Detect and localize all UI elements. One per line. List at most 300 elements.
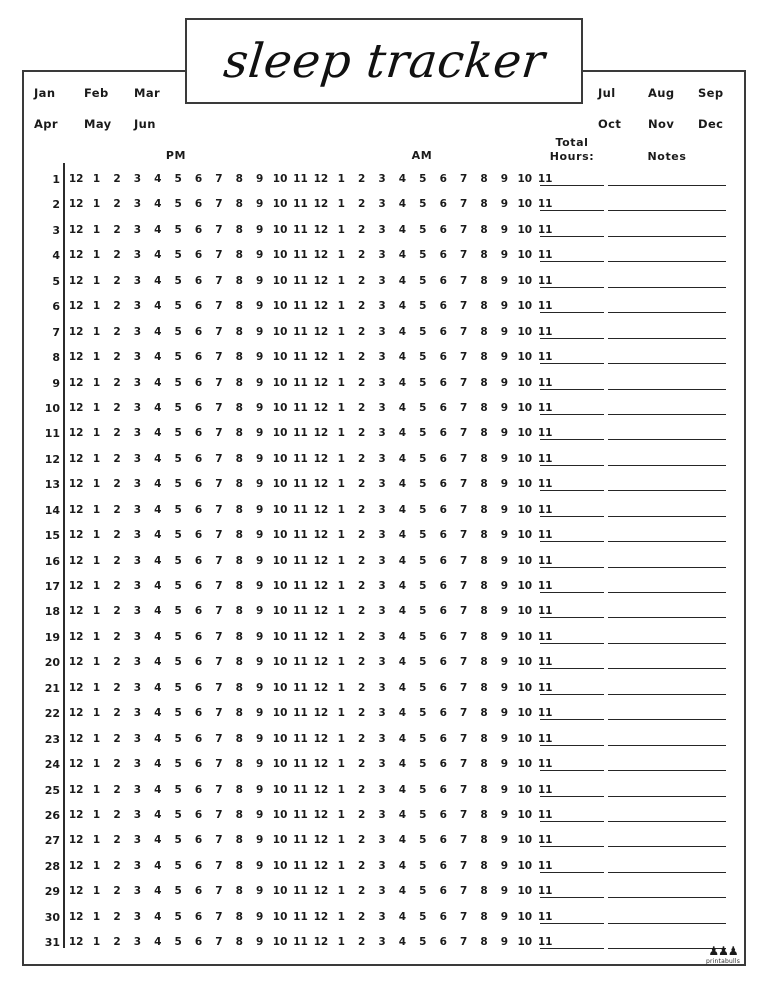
hour-cell-am-11[interactable]: 11: [537, 376, 553, 389]
hour-cell-pm-10[interactable]: 10: [272, 630, 288, 643]
hour-cell-am-6[interactable]: 6: [439, 605, 447, 618]
hour-cell-pm-3[interactable]: 3: [133, 529, 142, 542]
hour-cell-pm-8[interactable]: 8: [235, 529, 243, 542]
hour-cell-pm-4[interactable]: 4: [154, 223, 162, 236]
hour-cell-am-12[interactable]: 12: [313, 274, 329, 287]
hour-cell-pm-7[interactable]: 7: [215, 401, 223, 414]
hour-cell-pm-9[interactable]: 9: [256, 554, 264, 567]
hour-cell-pm-9[interactable]: 9: [256, 808, 264, 821]
hour-cell-am-7[interactable]: 7: [459, 859, 468, 872]
hour-cell-am-2[interactable]: 2: [358, 732, 366, 745]
hour-cell-pm-5[interactable]: 5: [174, 834, 182, 847]
hour-cell-am-11[interactable]: 11: [537, 605, 553, 618]
hour-cell-am-9[interactable]: 9: [500, 325, 509, 338]
hour-cell-pm-10[interactable]: 10: [272, 427, 288, 440]
hour-cell-pm-12[interactable]: 12: [68, 910, 84, 923]
notes-input-line[interactable]: [608, 210, 726, 211]
hour-cell-pm-12[interactable]: 12: [68, 274, 84, 287]
hour-cell-am-5[interactable]: 5: [419, 198, 427, 211]
hour-cell-am-8[interactable]: 8: [480, 249, 488, 262]
hour-cell-am-6[interactable]: 6: [439, 223, 447, 236]
hour-cell-am-10[interactable]: 10: [517, 580, 533, 592]
hour-cell-pm-5[interactable]: 5: [174, 173, 182, 185]
hour-cell-pm-7[interactable]: 7: [215, 580, 223, 592]
hour-cell-am-5[interactable]: 5: [419, 249, 427, 262]
hour-cell-pm-12[interactable]: 12: [68, 656, 84, 669]
hour-cell-pm-11[interactable]: 11: [293, 656, 308, 669]
hour-cell-pm-8[interactable]: 8: [235, 249, 243, 262]
hour-cell-am-4[interactable]: 4: [398, 936, 407, 949]
hour-cell-pm-6[interactable]: 6: [194, 707, 203, 720]
hour-cell-am-3[interactable]: 3: [378, 376, 386, 389]
hour-cell-am-5[interactable]: 5: [419, 173, 427, 185]
hour-cell-am-9[interactable]: 9: [500, 834, 509, 847]
hour-cell-am-8[interactable]: 8: [480, 427, 488, 440]
hour-cell-pm-12[interactable]: 12: [68, 834, 84, 847]
hour-cell-pm-4[interactable]: 4: [154, 427, 162, 440]
hour-cell-am-10[interactable]: 10: [517, 605, 533, 618]
hour-cell-am-8[interactable]: 8: [480, 783, 488, 796]
hour-cell-am-8[interactable]: 8: [480, 707, 488, 720]
hour-cell-pm-9[interactable]: 9: [256, 452, 264, 465]
hour-cell-am-9[interactable]: 9: [500, 732, 509, 745]
hour-cell-am-5[interactable]: 5: [419, 758, 427, 771]
hour-cell-pm-12[interactable]: 12: [68, 427, 84, 440]
hour-cell-pm-10[interactable]: 10: [272, 656, 288, 669]
hour-cell-am-12[interactable]: 12: [313, 300, 329, 313]
hour-cell-am-8[interactable]: 8: [480, 605, 488, 618]
hour-cell-am-9[interactable]: 9: [500, 707, 509, 720]
hour-cell-am-11[interactable]: 11: [537, 274, 553, 287]
hour-cell-pm-5[interactable]: 5: [174, 249, 182, 262]
notes-input-line[interactable]: [608, 414, 726, 415]
hour-cell-am-10[interactable]: 10: [517, 274, 533, 287]
hour-cell-pm-7[interactable]: 7: [215, 808, 223, 821]
hour-cell-pm-9[interactable]: 9: [256, 707, 264, 720]
total-hours-input-line[interactable]: [540, 185, 604, 186]
total-hours-input-line[interactable]: [540, 236, 604, 237]
hour-cell-am-7[interactable]: 7: [459, 910, 468, 923]
hour-cell-pm-3[interactable]: 3: [133, 707, 142, 720]
hour-cell-pm-11[interactable]: 11: [293, 300, 308, 313]
hour-cell-pm-7[interactable]: 7: [215, 605, 223, 618]
hour-cell-am-11[interactable]: 11: [537, 300, 553, 313]
hour-cell-pm-9[interactable]: 9: [256, 223, 264, 236]
hour-cell-pm-10[interactable]: 10: [272, 173, 288, 185]
hour-cell-am-12[interactable]: 12: [313, 758, 329, 771]
hour-cell-am-5[interactable]: 5: [419, 834, 427, 847]
hour-cell-pm-4[interactable]: 4: [154, 580, 162, 592]
hour-cell-pm-10[interactable]: 10: [272, 274, 288, 287]
hour-cell-am-12[interactable]: 12: [313, 223, 329, 236]
notes-input-line[interactable]: [608, 312, 726, 313]
hour-cell-pm-2[interactable]: 2: [113, 325, 121, 338]
hour-cell-am-11[interactable]: 11: [537, 732, 553, 745]
hour-cell-pm-7[interactable]: 7: [215, 427, 223, 440]
hour-cell-am-10[interactable]: 10: [517, 452, 533, 465]
hour-cell-pm-4[interactable]: 4: [154, 529, 162, 542]
hour-cell-pm-6[interactable]: 6: [194, 834, 203, 847]
hour-cell-am-3[interactable]: 3: [378, 300, 386, 313]
hour-cell-am-10[interactable]: 10: [517, 351, 533, 364]
hour-cell-pm-2[interactable]: 2: [113, 732, 121, 745]
hour-cell-am-4[interactable]: 4: [398, 758, 407, 771]
notes-input-line[interactable]: [608, 541, 726, 542]
hour-cell-pm-2[interactable]: 2: [113, 605, 121, 618]
hour-cell-pm-7[interactable]: 7: [215, 198, 223, 211]
hour-cell-am-2[interactable]: 2: [358, 605, 366, 618]
hour-cell-pm-10[interactable]: 10: [272, 351, 288, 364]
hour-cell-pm-2[interactable]: 2: [113, 376, 121, 389]
hour-cell-pm-11[interactable]: 11: [293, 681, 308, 694]
hour-cell-pm-10[interactable]: 10: [272, 783, 288, 796]
total-hours-input-line[interactable]: [540, 617, 604, 618]
hour-cell-pm-3[interactable]: 3: [133, 910, 142, 923]
hour-cell-am-12[interactable]: 12: [313, 885, 329, 898]
hour-cell-pm-3[interactable]: 3: [133, 401, 142, 414]
hour-cell-pm-6[interactable]: 6: [194, 452, 203, 465]
hour-cell-am-7[interactable]: 7: [459, 732, 468, 745]
hour-cell-pm-8[interactable]: 8: [235, 300, 243, 313]
hour-cell-am-2[interactable]: 2: [358, 529, 366, 542]
hour-cell-pm-1[interactable]: 1: [92, 707, 101, 720]
hour-cell-am-5[interactable]: 5: [419, 707, 427, 720]
hour-cell-am-4[interactable]: 4: [398, 630, 407, 643]
hour-cell-am-1[interactable]: 1: [337, 783, 345, 796]
hour-cell-am-6[interactable]: 6: [439, 707, 447, 720]
hour-cell-am-3[interactable]: 3: [378, 274, 386, 287]
hour-cell-pm-1[interactable]: 1: [92, 325, 101, 338]
hour-cell-pm-1[interactable]: 1: [92, 554, 101, 567]
notes-input-line[interactable]: [608, 719, 726, 720]
hour-cell-pm-9[interactable]: 9: [256, 936, 264, 949]
total-hours-input-line[interactable]: [540, 872, 604, 873]
hour-cell-pm-8[interactable]: 8: [235, 605, 243, 618]
hour-cell-pm-9[interactable]: 9: [256, 325, 264, 338]
hour-cell-pm-1[interactable]: 1: [92, 630, 101, 643]
hour-cell-pm-11[interactable]: 11: [293, 630, 308, 643]
hour-cell-pm-4[interactable]: 4: [154, 707, 162, 720]
hour-cell-pm-4[interactable]: 4: [154, 936, 162, 949]
hour-cell-pm-8[interactable]: 8: [235, 452, 243, 465]
hour-cell-am-11[interactable]: 11: [537, 554, 553, 567]
hour-cell-pm-2[interactable]: 2: [113, 503, 121, 516]
total-hours-input-line[interactable]: [540, 567, 604, 568]
hour-cell-am-9[interactable]: 9: [500, 223, 509, 236]
hour-cell-pm-4[interactable]: 4: [154, 834, 162, 847]
hour-cell-pm-5[interactable]: 5: [174, 376, 182, 389]
hour-cell-pm-6[interactable]: 6: [194, 529, 203, 542]
hour-cell-pm-2[interactable]: 2: [113, 834, 121, 847]
hour-cell-am-10[interactable]: 10: [517, 401, 533, 414]
hour-cell-pm-12[interactable]: 12: [68, 401, 84, 414]
hour-cell-pm-5[interactable]: 5: [174, 936, 182, 949]
hour-cell-am-1[interactable]: 1: [337, 681, 345, 694]
hour-cell-am-6[interactable]: 6: [439, 249, 447, 262]
hour-cell-pm-2[interactable]: 2: [113, 529, 121, 542]
hour-cell-am-3[interactable]: 3: [378, 707, 386, 720]
hour-cell-pm-1[interactable]: 1: [92, 732, 101, 745]
hour-cell-am-5[interactable]: 5: [419, 554, 427, 567]
hour-cell-pm-10[interactable]: 10: [272, 401, 288, 414]
hour-cell-pm-2[interactable]: 2: [113, 223, 121, 236]
hour-cell-am-2[interactable]: 2: [358, 351, 366, 364]
hour-cell-pm-8[interactable]: 8: [235, 223, 243, 236]
hour-cell-am-3[interactable]: 3: [378, 732, 386, 745]
hour-cell-am-11[interactable]: 11: [537, 783, 553, 796]
hour-cell-pm-1[interactable]: 1: [92, 478, 101, 491]
hour-cell-am-10[interactable]: 10: [517, 783, 533, 796]
hour-cell-pm-10[interactable]: 10: [272, 249, 288, 262]
hour-cell-pm-11[interactable]: 11: [293, 529, 308, 542]
hour-cell-am-8[interactable]: 8: [480, 478, 488, 491]
hour-cell-am-9[interactable]: 9: [500, 503, 509, 516]
hour-cell-am-1[interactable]: 1: [337, 605, 345, 618]
hour-cell-pm-9[interactable]: 9: [256, 376, 264, 389]
hour-cell-am-7[interactable]: 7: [459, 427, 468, 440]
hour-cell-pm-3[interactable]: 3: [133, 580, 142, 592]
hour-cell-am-4[interactable]: 4: [398, 503, 407, 516]
hour-cell-am-11[interactable]: 11: [537, 656, 553, 669]
hour-cell-am-11[interactable]: 11: [537, 885, 553, 898]
hour-cell-pm-5[interactable]: 5: [174, 427, 182, 440]
hour-cell-pm-5[interactable]: 5: [174, 503, 182, 516]
hour-cell-am-12[interactable]: 12: [313, 249, 329, 262]
hour-cell-pm-9[interactable]: 9: [256, 758, 264, 771]
hour-cell-pm-11[interactable]: 11: [293, 605, 308, 618]
hour-cell-pm-4[interactable]: 4: [154, 503, 162, 516]
total-hours-input-line[interactable]: [540, 439, 604, 440]
hour-cell-pm-8[interactable]: 8: [235, 503, 243, 516]
notes-input-line[interactable]: [608, 287, 726, 288]
hour-cell-pm-7[interactable]: 7: [215, 834, 223, 847]
hour-cell-pm-6[interactable]: 6: [194, 427, 203, 440]
hour-cell-pm-3[interactable]: 3: [133, 300, 142, 313]
hour-cell-am-1[interactable]: 1: [337, 529, 345, 542]
total-hours-input-line[interactable]: [540, 694, 604, 695]
total-hours-input-line[interactable]: [540, 490, 604, 491]
hour-cell-am-1[interactable]: 1: [337, 656, 345, 669]
hour-cell-am-12[interactable]: 12: [313, 478, 329, 491]
hour-cell-am-5[interactable]: 5: [419, 936, 427, 949]
hour-cell-pm-9[interactable]: 9: [256, 910, 264, 923]
hour-cell-pm-6[interactable]: 6: [194, 681, 203, 694]
hour-cell-am-4[interactable]: 4: [398, 885, 407, 898]
hour-cell-am-5[interactable]: 5: [419, 859, 427, 872]
hour-cell-pm-6[interactable]: 6: [194, 885, 203, 898]
hour-cell-am-2[interactable]: 2: [358, 401, 366, 414]
total-hours-input-line[interactable]: [540, 287, 604, 288]
hour-cell-am-3[interactable]: 3: [378, 630, 386, 643]
hour-cell-am-8[interactable]: 8: [480, 834, 488, 847]
hour-cell-am-2[interactable]: 2: [358, 376, 366, 389]
hour-cell-pm-5[interactable]: 5: [174, 478, 182, 491]
notes-input-line[interactable]: [608, 363, 726, 364]
hour-cell-pm-1[interactable]: 1: [92, 885, 101, 898]
hour-cell-am-12[interactable]: 12: [313, 529, 329, 542]
hour-cell-pm-1[interactable]: 1: [92, 249, 101, 262]
hour-cell-pm-2[interactable]: 2: [113, 554, 121, 567]
notes-input-line[interactable]: [608, 846, 726, 847]
hour-cell-am-10[interactable]: 10: [517, 885, 533, 898]
hour-cell-pm-8[interactable]: 8: [235, 656, 243, 669]
hour-cell-am-11[interactable]: 11: [537, 452, 553, 465]
hour-cell-am-4[interactable]: 4: [398, 783, 407, 796]
hour-cell-pm-2[interactable]: 2: [113, 910, 121, 923]
hour-cell-am-1[interactable]: 1: [337, 274, 345, 287]
hour-cell-pm-3[interactable]: 3: [133, 274, 142, 287]
hour-cell-pm-9[interactable]: 9: [256, 605, 264, 618]
hour-cell-am-3[interactable]: 3: [378, 173, 386, 185]
hour-cell-pm-2[interactable]: 2: [113, 783, 121, 796]
hour-cell-am-2[interactable]: 2: [358, 325, 366, 338]
hour-cell-am-1[interactable]: 1: [337, 630, 345, 643]
hour-cell-am-8[interactable]: 8: [480, 758, 488, 771]
hour-cell-pm-4[interactable]: 4: [154, 630, 162, 643]
hour-cell-pm-11[interactable]: 11: [293, 351, 308, 364]
hour-cell-am-4[interactable]: 4: [398, 376, 407, 389]
hour-cell-am-2[interactable]: 2: [358, 554, 366, 567]
hour-cell-pm-8[interactable]: 8: [235, 325, 243, 338]
hour-cell-am-9[interactable]: 9: [500, 681, 509, 694]
hour-cell-pm-3[interactable]: 3: [133, 503, 142, 516]
hour-cell-am-11[interactable]: 11: [537, 910, 553, 923]
hour-cell-am-8[interactable]: 8: [480, 223, 488, 236]
hour-cell-am-6[interactable]: 6: [439, 173, 447, 185]
hour-cell-pm-3[interactable]: 3: [133, 249, 142, 262]
hour-cell-am-4[interactable]: 4: [398, 351, 407, 364]
total-hours-input-line[interactable]: [540, 668, 604, 669]
hour-cell-am-6[interactable]: 6: [439, 656, 447, 669]
hour-cell-pm-8[interactable]: 8: [235, 808, 243, 821]
hour-cell-pm-5[interactable]: 5: [174, 808, 182, 821]
hour-cell-am-6[interactable]: 6: [439, 936, 447, 949]
hour-cell-am-10[interactable]: 10: [517, 859, 533, 872]
hour-cell-pm-5[interactable]: 5: [174, 580, 182, 592]
hour-cell-am-3[interactable]: 3: [378, 401, 386, 414]
hour-cell-am-2[interactable]: 2: [358, 885, 366, 898]
hour-cell-pm-8[interactable]: 8: [235, 936, 243, 949]
hour-cell-am-3[interactable]: 3: [378, 351, 386, 364]
hour-cell-pm-1[interactable]: 1: [92, 223, 101, 236]
hour-cell-pm-11[interactable]: 11: [293, 503, 308, 516]
hour-cell-pm-12[interactable]: 12: [68, 758, 84, 771]
hour-cell-pm-2[interactable]: 2: [113, 452, 121, 465]
hour-cell-pm-8[interactable]: 8: [235, 681, 243, 694]
notes-input-line[interactable]: [608, 694, 726, 695]
hour-cell-pm-4[interactable]: 4: [154, 758, 162, 771]
hour-cell-am-12[interactable]: 12: [313, 503, 329, 516]
hour-cell-pm-4[interactable]: 4: [154, 859, 162, 872]
hour-cell-pm-7[interactable]: 7: [215, 783, 223, 796]
hour-cell-pm-1[interactable]: 1: [92, 173, 101, 185]
hour-cell-pm-8[interactable]: 8: [235, 401, 243, 414]
hour-cell-am-7[interactable]: 7: [459, 478, 468, 491]
hour-cell-pm-7[interactable]: 7: [215, 630, 223, 643]
hour-cell-pm-2[interactable]: 2: [113, 630, 121, 643]
hour-cell-am-3[interactable]: 3: [378, 427, 386, 440]
month-feb[interactable]: Feb: [84, 86, 109, 100]
hour-cell-pm-4[interactable]: 4: [154, 401, 162, 414]
hour-cell-pm-5[interactable]: 5: [174, 452, 182, 465]
hour-cell-am-5[interactable]: 5: [419, 681, 427, 694]
hour-cell-pm-9[interactable]: 9: [256, 249, 264, 262]
hour-cell-am-3[interactable]: 3: [378, 758, 386, 771]
hour-cell-am-6[interactable]: 6: [439, 478, 447, 491]
hour-cell-am-5[interactable]: 5: [419, 401, 427, 414]
hour-cell-am-6[interactable]: 6: [439, 300, 447, 313]
hour-cell-am-9[interactable]: 9: [500, 580, 509, 592]
hour-cell-pm-5[interactable]: 5: [174, 859, 182, 872]
notes-input-line[interactable]: [608, 872, 726, 873]
hour-cell-pm-1[interactable]: 1: [92, 351, 101, 364]
hour-cell-am-1[interactable]: 1: [337, 351, 345, 364]
hour-cell-pm-11[interactable]: 11: [293, 783, 308, 796]
hour-cell-pm-3[interactable]: 3: [133, 885, 142, 898]
hour-cell-pm-2[interactable]: 2: [113, 707, 121, 720]
hour-cell-am-6[interactable]: 6: [439, 732, 447, 745]
hour-cell-am-11[interactable]: 11: [537, 630, 553, 643]
hour-cell-pm-3[interactable]: 3: [133, 783, 142, 796]
hour-cell-am-9[interactable]: 9: [500, 274, 509, 287]
hour-cell-am-10[interactable]: 10: [517, 478, 533, 491]
hour-cell-am-1[interactable]: 1: [337, 198, 345, 211]
hour-cell-am-1[interactable]: 1: [337, 758, 345, 771]
hour-cell-am-1[interactable]: 1: [337, 376, 345, 389]
hour-cell-pm-12[interactable]: 12: [68, 808, 84, 821]
hour-cell-pm-8[interactable]: 8: [235, 630, 243, 643]
hour-cell-pm-7[interactable]: 7: [215, 173, 223, 185]
total-hours-input-line[interactable]: [540, 897, 604, 898]
hour-cell-pm-3[interactable]: 3: [133, 732, 142, 745]
hour-cell-am-3[interactable]: 3: [378, 478, 386, 491]
total-hours-input-line[interactable]: [540, 948, 604, 949]
hour-cell-am-1[interactable]: 1: [337, 707, 345, 720]
hour-cell-am-6[interactable]: 6: [439, 758, 447, 771]
hour-cell-pm-2[interactable]: 2: [113, 198, 121, 211]
hour-cell-am-7[interactable]: 7: [459, 630, 468, 643]
hour-cell-am-10[interactable]: 10: [517, 173, 533, 185]
hour-cell-pm-12[interactable]: 12: [68, 452, 84, 465]
hour-cell-am-12[interactable]: 12: [313, 834, 329, 847]
notes-input-line[interactable]: [608, 770, 726, 771]
hour-cell-am-3[interactable]: 3: [378, 681, 386, 694]
hour-cell-pm-1[interactable]: 1: [92, 681, 101, 694]
hour-cell-am-5[interactable]: 5: [419, 656, 427, 669]
hour-cell-am-1[interactable]: 1: [337, 910, 345, 923]
hour-cell-pm-1[interactable]: 1: [92, 936, 101, 949]
hour-cell-pm-6[interactable]: 6: [194, 223, 203, 236]
notes-input-line[interactable]: [608, 439, 726, 440]
hour-cell-pm-6[interactable]: 6: [194, 300, 203, 313]
hour-cell-am-11[interactable]: 11: [537, 427, 553, 440]
hour-cell-am-5[interactable]: 5: [419, 732, 427, 745]
hour-cell-am-3[interactable]: 3: [378, 656, 386, 669]
hour-cell-pm-7[interactable]: 7: [215, 859, 223, 872]
hour-cell-pm-11[interactable]: 11: [293, 554, 308, 567]
total-hours-input-line[interactable]: [540, 592, 604, 593]
hour-cell-pm-7[interactable]: 7: [215, 478, 223, 491]
hour-cell-pm-5[interactable]: 5: [174, 783, 182, 796]
hour-cell-am-5[interactable]: 5: [419, 300, 427, 313]
notes-input-line[interactable]: [608, 389, 726, 390]
hour-cell-am-8[interactable]: 8: [480, 630, 488, 643]
hour-cell-am-11[interactable]: 11: [537, 580, 553, 592]
hour-cell-pm-5[interactable]: 5: [174, 554, 182, 567]
hour-cell-am-11[interactable]: 11: [537, 808, 553, 821]
month-oct[interactable]: Oct: [598, 117, 622, 131]
hour-cell-pm-6[interactable]: 6: [194, 808, 203, 821]
